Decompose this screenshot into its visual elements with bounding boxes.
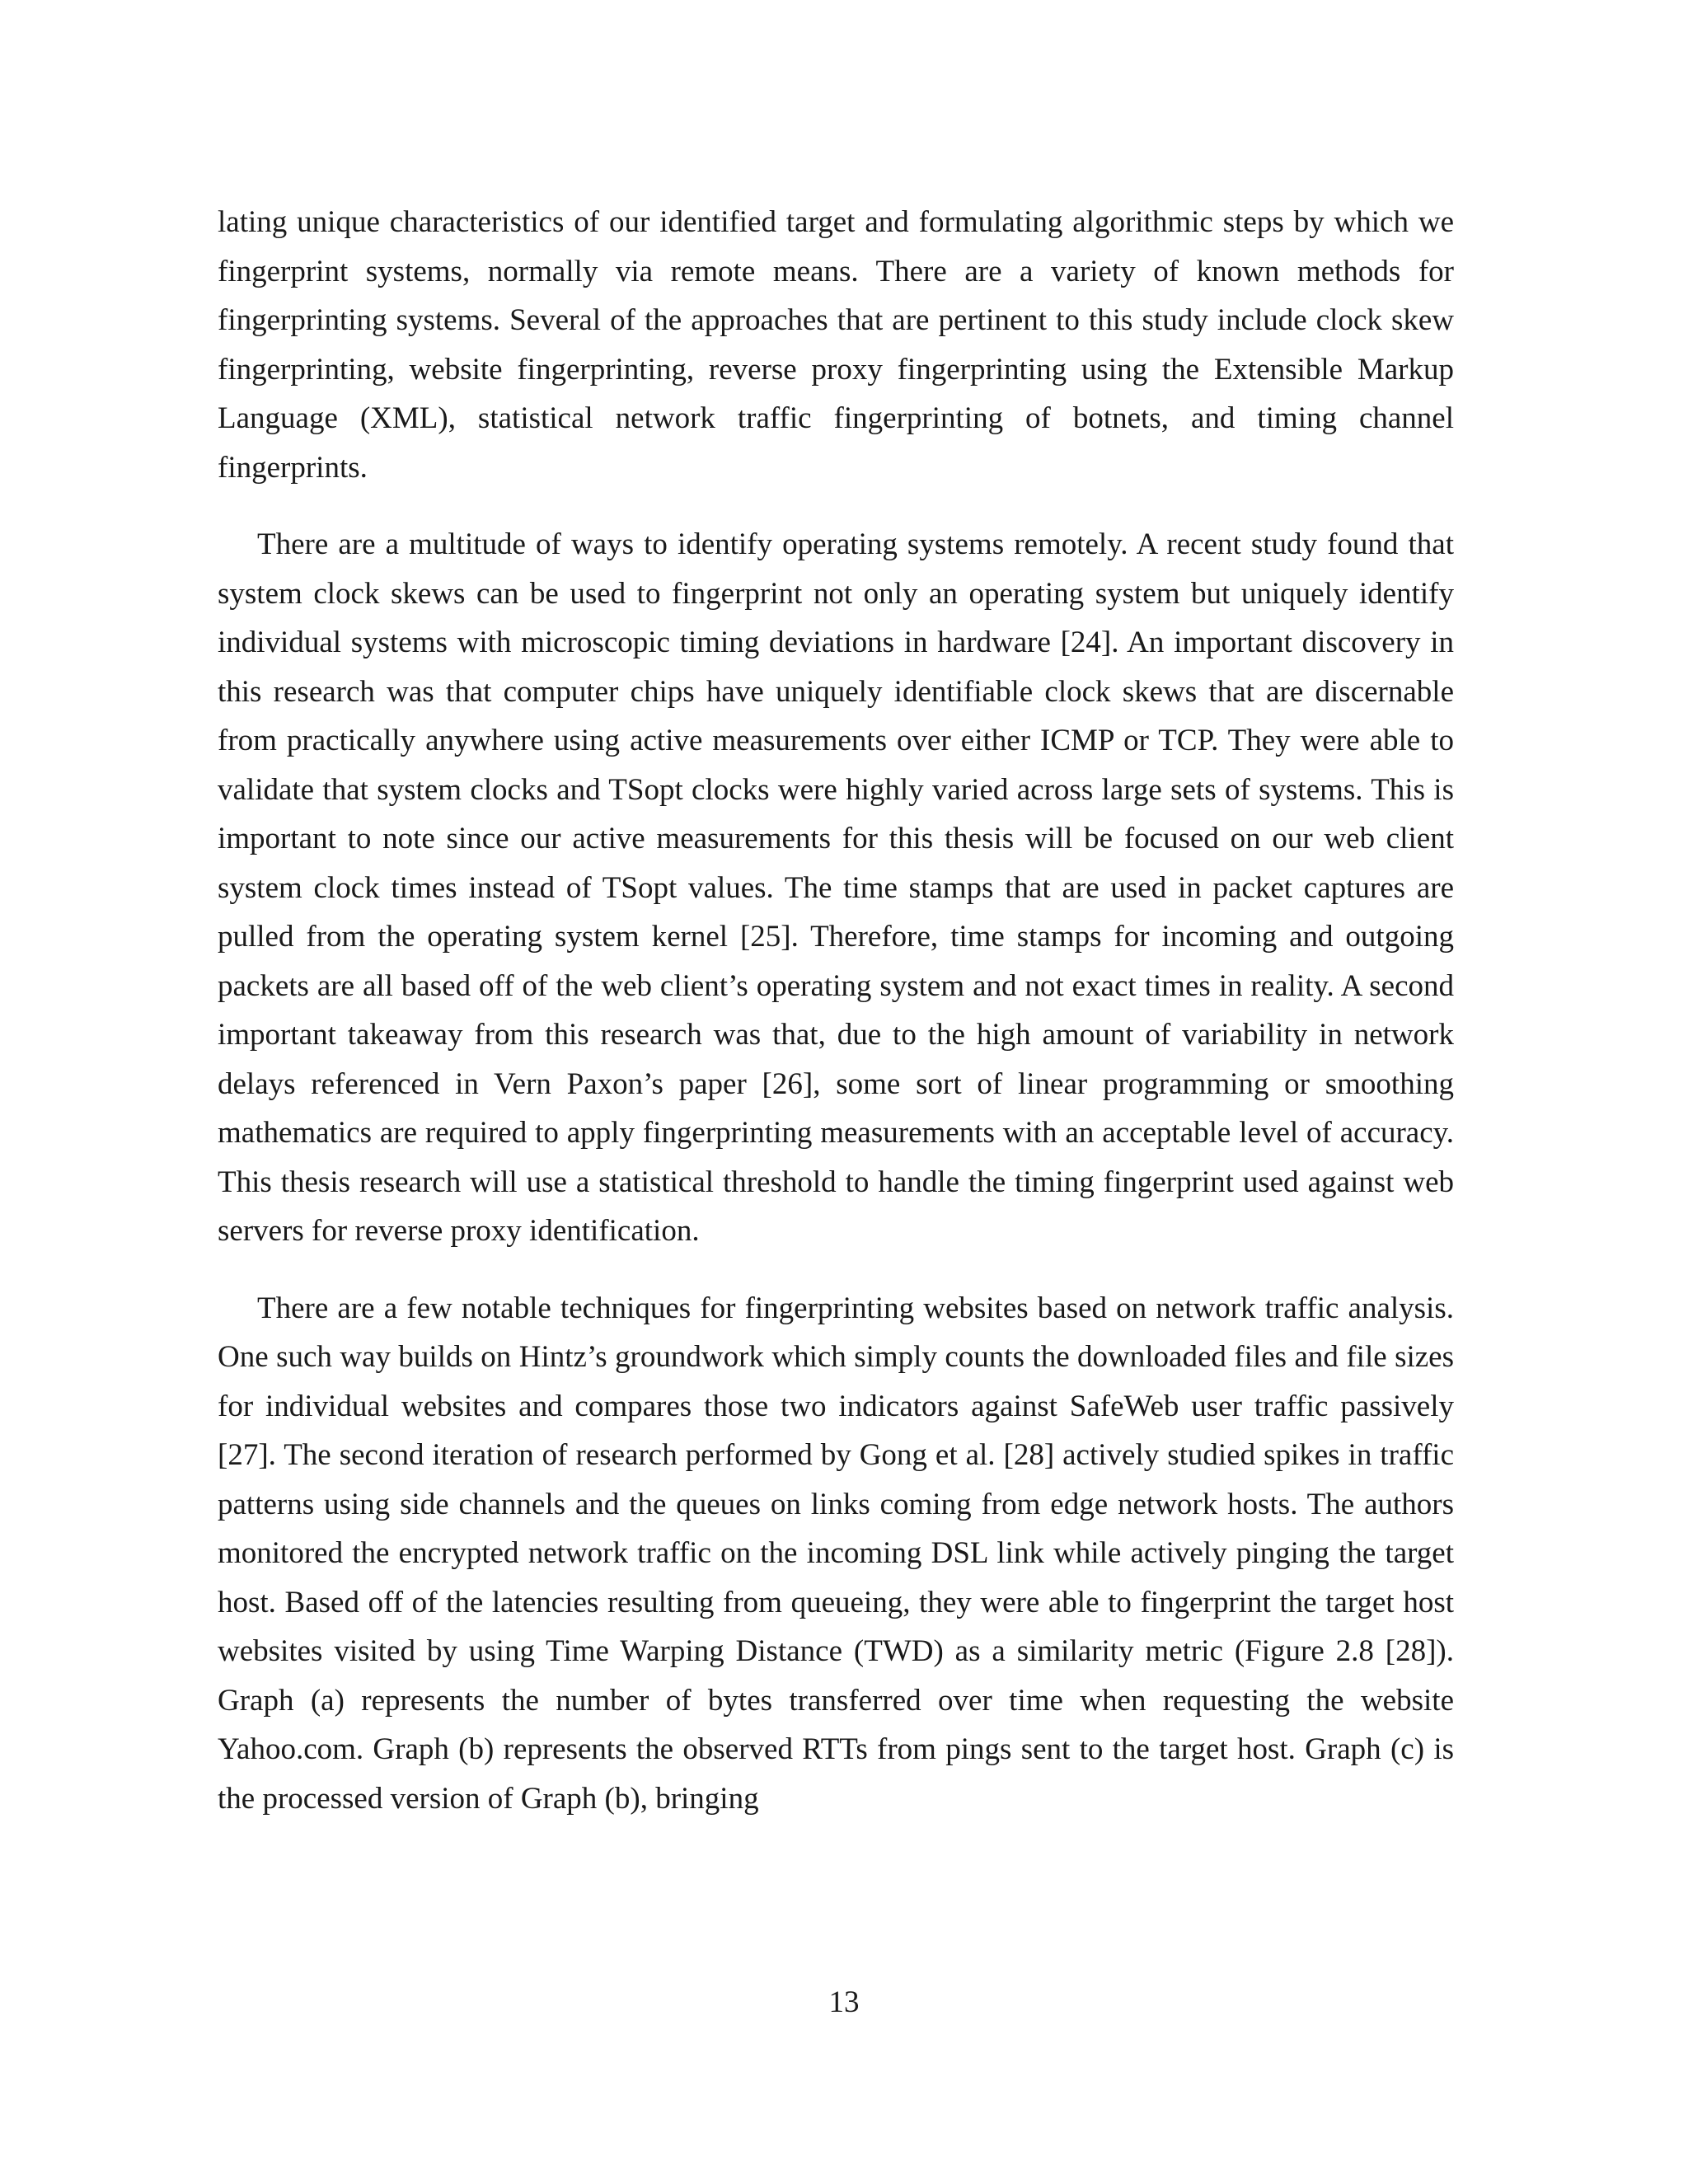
paragraph-website-fingerprinting: There are a few notable techniques for fingerprinting websites based on network traffic analysis. One such way builds on Hintz’s groundwork which simply counts the downloaded files and file sizes for individual websites and compares those two indicators against SafeWeb user traffic passively [27]. The second iteration of research performed by Gong et al. [28] actively studied spikes in traffic patterns using side channels and the queues on links coming from edge network hosts. The authors monitored the encrypted network traffic on the incoming DSL link while actively pinging the target host. Based off of the latencies resulting from queueing, they were able to fingerprint the target host websites visited by using Time Warping Distance (TWD) as a similarity metric (Figure 2.8 [28]). Graph (a) represents the number of bytes transferred over time when requesting the website Yahoo.com. Graph (b) represents the observed RTTs from pings sent to the target host. Graph (c) is the processed version of Graph (b), bringing [218,1291,1454,1816]
page-number: 13 [828,1985,860,2019]
paragraph-clock-skew: There are a multitude of ways to identify operating systems remotely. A recent study found that system clock skews can be used to fingerprint not only an operating system but uniquely identify individual systems with microscopic timing deviations in hardware [24]. An important discovery in this research was that computer chips have uniquely identifiable clock skews that are discernable from practically anywhere using active measurements over either ICMP or TCP. They were able to validate that system clocks and TSopt clocks were highly varied across large sets of systems. This is important to note since our active measurements for this thesis will be focused on our web client system clock times instead of TSopt values. The time stamps that are used in packet captures are pulled from the operating system kernel [25]. Therefore, time stamps for incoming and outgoing packets are all based off of the web client’s operating system and not exact times in reality. A second important takeaway from this research was that, due to the high amount of variability in network delays referenced in Vern Paxon’s paper [26], some sort of linear programming or smoothing mathematics are required to apply fingerprinting measurements with an acceptable level of accuracy. This thesis research will use a statistical threshold to handle the timing fingerprint used against web servers for reverse proxy identification. [218,527,1454,1248]
body-text [218,198,1454,1851]
paragraph-continuation: lating unique characteristics of our identified target and formulating algorithmic steps by which we fingerprint systems, normally via remote means. There are a variety of known methods for fingerprinting systems. Several of the approaches that are pertinent to this study include clock skew fingerprinting, website fingerprinting, reverse proxy fingerprinting using the Extensible Markup Language (XML), statistical network traffic fingerprinting of botnets, and timing channel fingerprints. [218,205,1454,485]
